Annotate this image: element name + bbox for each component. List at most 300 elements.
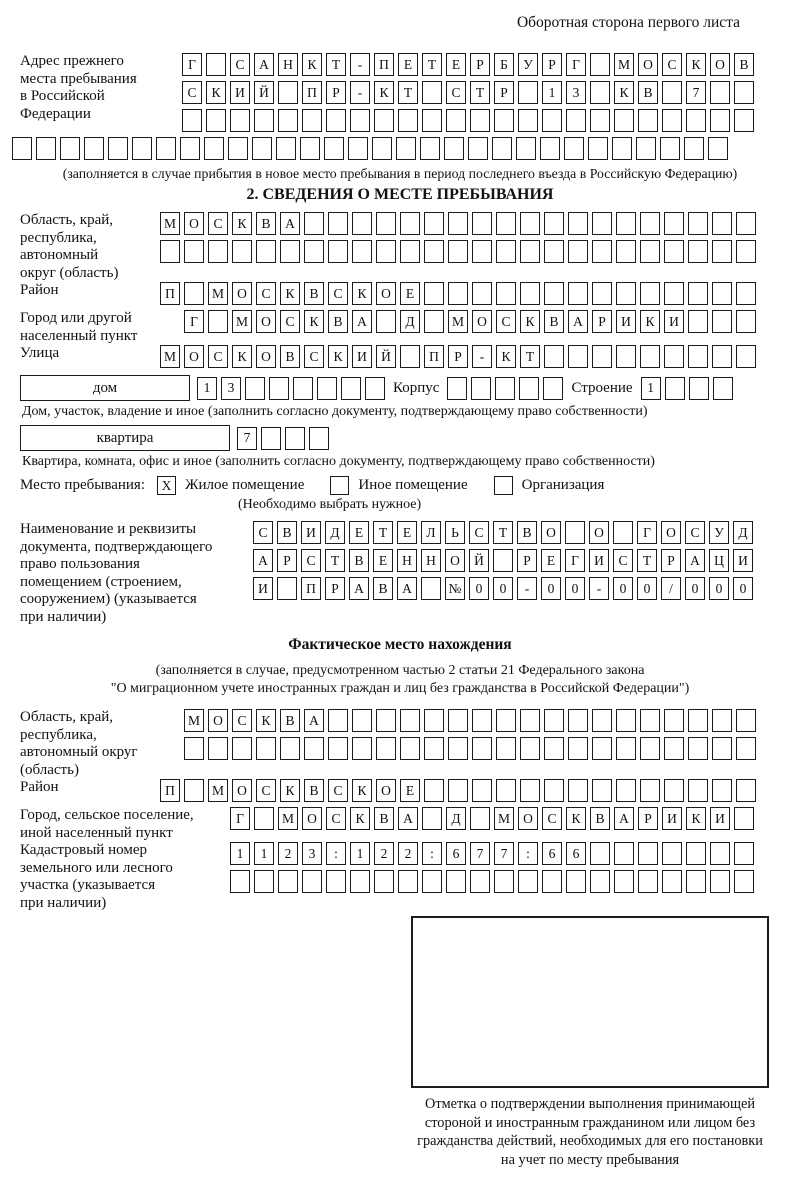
document-label <box>20 521 253 626</box>
label-line: республика, <box>20 726 97 743</box>
char-cell <box>376 709 396 732</box>
char-cell <box>613 521 633 544</box>
char-cell: 1 <box>197 377 217 400</box>
char-cell: Г <box>230 807 250 830</box>
char-cell: С <box>328 282 348 305</box>
char-cell <box>60 137 80 160</box>
char-cell: В <box>277 521 297 544</box>
char-cell <box>616 240 636 263</box>
char-cell: 3 <box>302 842 322 865</box>
checkbox-other-premises <box>330 476 349 495</box>
char-cell <box>328 737 348 760</box>
char-cell <box>328 240 348 263</box>
char-row <box>160 240 780 263</box>
char-cell: В <box>734 53 754 76</box>
char-cell: М <box>494 807 514 830</box>
char-cell <box>447 377 467 400</box>
option-label-organization: Организация <box>521 477 605 493</box>
char-cell <box>616 345 636 368</box>
char-cell <box>372 137 392 160</box>
stay-place-note: (Необходимо выбрать нужное) <box>238 497 422 512</box>
char-cell: А <box>398 807 418 830</box>
char-cell: Й <box>469 549 489 572</box>
char-cell <box>568 240 588 263</box>
char-cell: В <box>280 345 300 368</box>
char-cell <box>640 737 660 760</box>
char-cell <box>376 212 396 235</box>
char-cell <box>256 737 276 760</box>
char-cell: О <box>661 521 681 544</box>
char-cell <box>640 212 660 235</box>
char-cell <box>398 109 418 132</box>
label-line: Кадастровый номер <box>20 842 147 858</box>
char-cell <box>590 109 610 132</box>
char-cell: П <box>424 345 444 368</box>
char-cell <box>662 109 682 132</box>
actual-location-title: Фактическое место нахождения <box>288 636 512 653</box>
char-cell: 0 <box>733 577 753 600</box>
cadastre-rows <box>230 842 780 893</box>
label-line: места пребывания <box>20 70 137 87</box>
char-cell <box>448 737 468 760</box>
house-note: Дом, участок, владение и иное (заполнить согласно документу, подтверждающему право собственности) <box>22 404 648 419</box>
char-cell <box>640 282 660 305</box>
char-cell <box>184 737 204 760</box>
char-cell <box>688 282 708 305</box>
char-cell <box>518 109 538 132</box>
char-cell <box>736 310 756 333</box>
label-line: Отметка о подтверждении выполнения принимающей <box>425 1096 755 1112</box>
char-cell: О <box>518 807 538 830</box>
char-cell: Л <box>421 521 441 544</box>
char-cell: М <box>160 212 180 235</box>
char-cell <box>132 137 152 160</box>
char-cell: Д <box>325 521 345 544</box>
char-cell: Т <box>637 549 657 572</box>
label-line: помещением (строением, <box>20 573 182 590</box>
char-cell <box>568 779 588 802</box>
char-cell <box>736 345 756 368</box>
char-cell <box>232 240 252 263</box>
char-cell: С <box>208 345 228 368</box>
char-cell: В <box>638 81 658 104</box>
char-cell: М <box>614 53 634 76</box>
char-cell <box>708 137 728 160</box>
char-cell <box>592 212 612 235</box>
char-cell <box>614 109 634 132</box>
char-cell: К <box>352 779 372 802</box>
char-cell <box>590 81 610 104</box>
char-cell: И <box>733 549 753 572</box>
char-cell <box>494 109 514 132</box>
char-cell <box>472 737 492 760</box>
char-cell: 0 <box>493 577 513 600</box>
char-cell <box>304 212 324 235</box>
label-line: (область) <box>20 761 79 778</box>
char-cell: Е <box>398 53 418 76</box>
char-cell <box>494 870 514 893</box>
char-cell <box>734 870 754 893</box>
actual-location-notes <box>20 662 780 697</box>
char-cell: Г <box>565 549 585 572</box>
char-cell <box>590 870 610 893</box>
char-row-full-width <box>12 137 780 160</box>
char-cell: А <box>253 549 273 572</box>
char-cell <box>686 842 706 865</box>
char-cell: К <box>304 310 324 333</box>
char-cell <box>277 577 297 600</box>
char-cell <box>640 345 660 368</box>
char-cell: 6 <box>566 842 586 865</box>
char-cell: Р <box>470 53 490 76</box>
char-cell: Д <box>446 807 466 830</box>
char-cell <box>592 345 612 368</box>
char-cell: О <box>256 310 276 333</box>
char-cell <box>612 137 632 160</box>
char-cell <box>108 137 128 160</box>
char-cell <box>204 137 224 160</box>
char-cell: К <box>566 807 586 830</box>
char-cell <box>734 81 754 104</box>
char-cell: 1 <box>254 842 274 865</box>
char-cell: Й <box>376 345 396 368</box>
char-cell <box>396 137 416 160</box>
char-cell <box>422 807 442 830</box>
char-cell <box>710 81 730 104</box>
char-row <box>160 345 756 368</box>
char-cell <box>713 377 733 400</box>
char-cell: 1 <box>542 81 562 104</box>
char-cell <box>228 137 248 160</box>
house-number-cells <box>197 377 385 400</box>
char-cell <box>590 842 610 865</box>
char-cell: Р <box>638 807 658 830</box>
char-cell: О <box>376 779 396 802</box>
actual-district-label: Район <box>20 779 59 795</box>
char-cell: В <box>328 310 348 333</box>
char-cell <box>640 709 660 732</box>
char-cell <box>518 81 538 104</box>
char-cell: К <box>302 53 322 76</box>
char-cell <box>592 240 612 263</box>
char-cell <box>252 137 272 160</box>
char-cell: П <box>160 779 180 802</box>
char-cell: 0 <box>565 577 585 600</box>
char-cell <box>324 137 344 160</box>
label-line: Область, край, <box>20 212 114 228</box>
char-cell: О <box>445 549 465 572</box>
char-cell: Т <box>373 521 393 544</box>
char-cell <box>712 282 732 305</box>
field-city <box>20 310 780 345</box>
char-cell <box>566 109 586 132</box>
char-row <box>184 310 756 333</box>
char-cell <box>543 377 563 400</box>
char-cell <box>304 737 324 760</box>
cadastre-label <box>20 842 230 912</box>
char-cell <box>230 870 250 893</box>
char-cell <box>496 282 516 305</box>
char-cell: А <box>614 807 634 830</box>
char-cell <box>688 345 708 368</box>
char-cell <box>712 240 732 263</box>
char-cell <box>736 737 756 760</box>
char-cell <box>710 842 730 865</box>
char-cell <box>422 870 442 893</box>
char-cell <box>471 377 491 400</box>
char-cell: - <box>517 577 537 600</box>
char-cell <box>588 137 608 160</box>
char-cell <box>519 377 539 400</box>
char-cell <box>352 709 372 732</box>
char-cell: К <box>686 53 706 76</box>
char-cell: В <box>280 709 300 732</box>
char-cell <box>254 870 274 893</box>
char-cell: М <box>278 807 298 830</box>
char-cell: : <box>326 842 346 865</box>
stamp-area <box>400 916 780 1169</box>
char-cell <box>184 779 204 802</box>
char-cell <box>712 345 732 368</box>
char-cell <box>448 779 468 802</box>
char-cell: А <box>304 709 324 732</box>
char-cell: Т <box>398 81 418 104</box>
char-cell <box>376 737 396 760</box>
char-cell <box>568 709 588 732</box>
char-cell <box>662 842 682 865</box>
char-cell <box>352 737 372 760</box>
char-cell <box>156 137 176 160</box>
char-cell <box>341 377 361 400</box>
char-row <box>253 521 780 544</box>
field-street <box>20 345 780 373</box>
stamp-caption <box>400 1095 780 1169</box>
char-cell: В <box>517 521 537 544</box>
char-cell <box>734 109 754 132</box>
char-cell <box>424 310 444 333</box>
char-cell <box>540 137 560 160</box>
char-cell <box>518 870 538 893</box>
char-cell <box>317 377 337 400</box>
char-cell <box>688 310 708 333</box>
char-cell <box>12 137 32 160</box>
label-line: Наименование и реквизиты <box>20 521 197 537</box>
region-label <box>20 212 160 282</box>
char-cell <box>662 870 682 893</box>
char-cell: 3 <box>221 377 241 400</box>
char-cell: С <box>326 807 346 830</box>
char-cell <box>544 737 564 760</box>
char-cell: 2 <box>278 842 298 865</box>
char-row <box>160 282 756 305</box>
char-cell: О <box>302 807 322 830</box>
field-region <box>20 212 780 282</box>
char-cell: : <box>422 842 442 865</box>
char-cell: Д <box>400 310 420 333</box>
char-cell <box>184 282 204 305</box>
char-cell <box>446 109 466 132</box>
char-cell <box>206 109 226 132</box>
char-cell <box>736 212 756 235</box>
char-cell <box>254 807 274 830</box>
char-cell <box>472 709 492 732</box>
field-cadastre <box>20 842 780 912</box>
char-cell <box>734 842 754 865</box>
char-cell: Н <box>397 549 417 572</box>
char-cell <box>568 345 588 368</box>
char-cell <box>736 779 756 802</box>
char-cell <box>350 109 370 132</box>
char-cell: Г <box>184 310 204 333</box>
char-cell <box>664 345 684 368</box>
char-cell: - <box>350 81 370 104</box>
stroenie-cells <box>641 377 733 400</box>
char-cell <box>686 870 706 893</box>
char-cell <box>544 779 564 802</box>
char-cell: 0 <box>469 577 489 600</box>
char-cell <box>496 737 516 760</box>
char-cell: С <box>256 779 276 802</box>
char-cell: М <box>232 310 252 333</box>
char-cell <box>590 53 610 76</box>
char-cell: Р <box>517 549 537 572</box>
field-prev-address <box>20 53 780 137</box>
char-cell <box>365 377 385 400</box>
char-row <box>182 53 780 76</box>
char-cell: 3 <box>566 81 586 104</box>
char-cell: О <box>184 212 204 235</box>
char-cell: 0 <box>637 577 657 600</box>
label-line: участка (указывается <box>20 877 156 893</box>
char-cell: И <box>301 521 321 544</box>
char-row <box>230 842 780 865</box>
label-line: при наличии) <box>20 894 107 911</box>
char-cell: Е <box>397 521 417 544</box>
char-cell <box>684 137 704 160</box>
char-cell: И <box>230 81 250 104</box>
char-cell <box>470 870 490 893</box>
char-cell: Т <box>422 53 442 76</box>
char-cell: К <box>614 81 634 104</box>
char-cell: С <box>496 310 516 333</box>
char-cell: В <box>256 212 276 235</box>
char-row <box>182 109 780 132</box>
char-cell <box>444 137 464 160</box>
char-cell <box>326 870 346 893</box>
char-cell <box>664 709 684 732</box>
char-cell: Р <box>661 549 681 572</box>
char-cell: С <box>230 53 250 76</box>
char-cell <box>638 109 658 132</box>
char-cell <box>492 137 512 160</box>
char-cell <box>232 737 252 760</box>
char-cell <box>300 137 320 160</box>
char-cell: Р <box>325 577 345 600</box>
char-cell <box>400 212 420 235</box>
region-rows <box>160 212 780 268</box>
char-cell <box>542 870 562 893</box>
char-cell: М <box>160 345 180 368</box>
char-cell <box>448 212 468 235</box>
char-cell: В <box>304 282 324 305</box>
char-cell: В <box>590 807 610 830</box>
char-cell <box>350 870 370 893</box>
char-cell <box>592 737 612 760</box>
option-label-residential: Жилое помещение <box>185 477 305 493</box>
char-cell: О <box>256 345 276 368</box>
char-cell: У <box>518 53 538 76</box>
char-cell <box>254 109 274 132</box>
char-cell: О <box>184 345 204 368</box>
char-cell <box>568 282 588 305</box>
char-cell: А <box>352 310 372 333</box>
char-row <box>230 807 754 830</box>
char-cell <box>472 282 492 305</box>
char-cell: О <box>208 709 228 732</box>
char-cell <box>184 240 204 263</box>
char-cell <box>422 81 442 104</box>
document-rows <box>253 521 780 605</box>
label-line: стороной и иностранным гражданином или лицом без <box>424 1114 756 1131</box>
char-cell: С <box>542 807 562 830</box>
char-cell <box>614 842 634 865</box>
char-cell <box>544 709 564 732</box>
char-cell: - <box>589 577 609 600</box>
checkbox-residential: X <box>157 476 176 495</box>
stay-place-label: Место пребывания: <box>20 477 145 493</box>
char-cell: : <box>518 842 538 865</box>
char-cell <box>664 737 684 760</box>
char-cell <box>309 427 329 450</box>
char-cell <box>736 282 756 305</box>
char-cell <box>736 709 756 732</box>
char-cell: Т <box>326 53 346 76</box>
char-cell <box>328 709 348 732</box>
house-row <box>20 375 780 401</box>
char-cell <box>400 709 420 732</box>
label-line: при наличии) <box>20 608 107 625</box>
char-cell: Й <box>254 81 274 104</box>
char-cell: Р <box>494 81 514 104</box>
prev-address-note: (заполняется в случае прибытия в новое место пребывания в период последнего въезда в Российскую Федерацию) <box>62 166 738 181</box>
apartment-note: Квартира, комната, офис и иное (заполнить согласно документу, подтверждающему право собственности) <box>22 454 655 469</box>
char-cell: К <box>520 310 540 333</box>
char-cell <box>304 240 324 263</box>
char-cell: О <box>472 310 492 333</box>
char-cell <box>160 240 180 263</box>
char-cell <box>230 109 250 132</box>
char-cell: К <box>686 807 706 830</box>
char-cell <box>208 310 228 333</box>
char-cell: К <box>328 345 348 368</box>
char-cell: П <box>302 81 322 104</box>
char-cell <box>638 870 658 893</box>
actual-region-label <box>20 709 184 779</box>
char-cell <box>664 212 684 235</box>
char-cell <box>496 779 516 802</box>
char-cell <box>636 137 656 160</box>
char-cell: 7 <box>470 842 490 865</box>
char-cell: О <box>541 521 561 544</box>
char-cell <box>640 240 660 263</box>
char-cell: К <box>232 345 252 368</box>
char-cell: 1 <box>641 377 661 400</box>
char-cell: В <box>544 310 564 333</box>
char-cell <box>592 709 612 732</box>
char-cell <box>374 870 394 893</box>
char-cell: С <box>328 779 348 802</box>
char-cell <box>616 709 636 732</box>
